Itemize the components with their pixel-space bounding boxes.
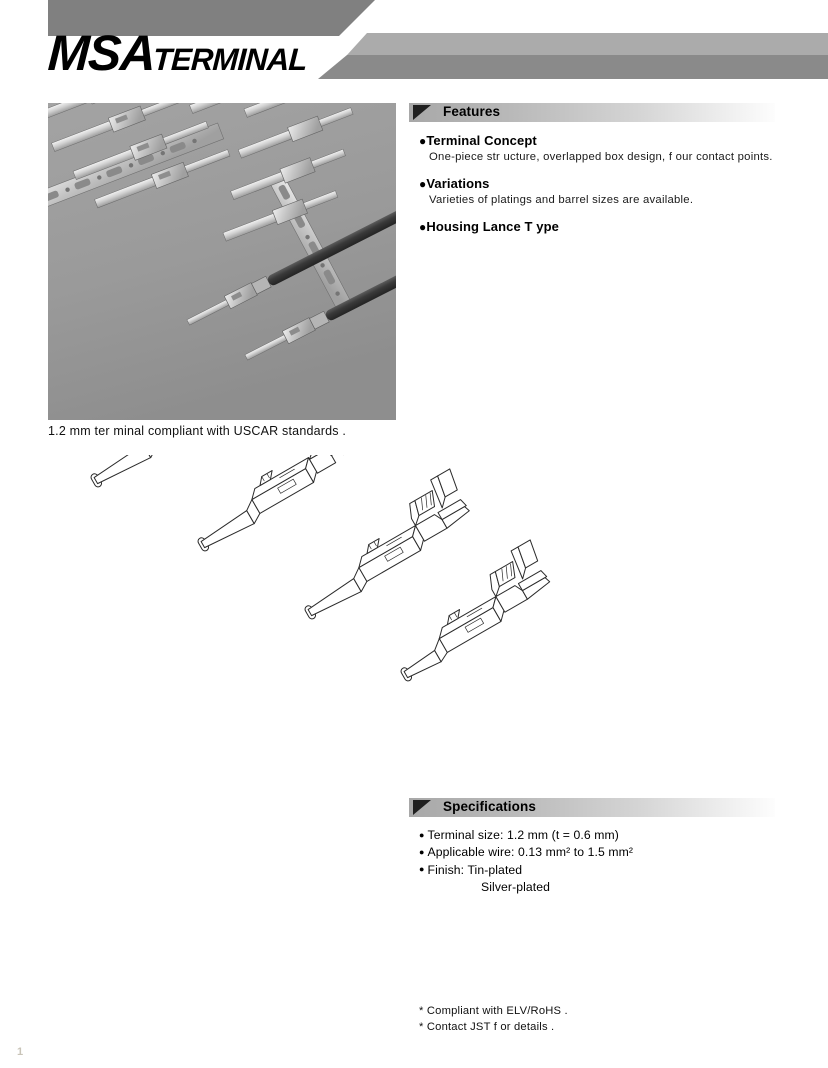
feature-heading-text: Variations <box>426 176 490 192</box>
footnote: * Contact JST f or details . <box>419 1020 555 1033</box>
terminal-line-drawings <box>80 455 600 785</box>
spec-item <box>419 844 779 861</box>
spec-label: Applicable wire: <box>427 845 515 860</box>
page-number: 1 <box>17 1046 24 1058</box>
spec-item <box>419 862 779 879</box>
banner-band-dark <box>318 55 828 79</box>
feature-description: Varieties of platings and barrel sizes are available. <box>429 194 694 207</box>
feature-heading-text: Terminal Concept <box>426 133 537 148</box>
title-sub: TERMINAL <box>151 42 308 77</box>
spec-label: Finish: <box>427 862 465 877</box>
spec-label: Terminal size: <box>427 828 504 842</box>
feature-heading <box>419 133 779 149</box>
feature-heading-text: Housing Lance T ype <box>426 219 560 235</box>
feature-heading <box>419 176 779 192</box>
title-main: MSA <box>46 25 157 81</box>
spec-finish-second: Silver-plated <box>481 879 551 894</box>
section-flag-icon <box>413 800 431 815</box>
features-title: Features <box>443 104 501 119</box>
spec-value: 1.2 mm (t = 0.6 mm) <box>506 828 619 842</box>
bullet-icon: ● <box>419 177 427 192</box>
specifications-section-header <box>409 798 775 817</box>
feature-heading <box>419 219 779 235</box>
features-section-header <box>409 103 775 122</box>
section-flag-icon <box>413 105 431 120</box>
spec-value: 0.13 mm² to 1.5 mm² <box>518 845 634 860</box>
product-photo <box>48 103 396 420</box>
bullet-icon: ● <box>419 829 425 840</box>
bullet-icon: ● <box>419 846 425 857</box>
feature-item <box>419 219 779 235</box>
features-list <box>419 133 779 247</box>
spec-item <box>419 827 779 844</box>
feature-item <box>419 176 779 208</box>
bullet-icon: ● <box>419 220 427 235</box>
specifications-list <box>419 827 779 896</box>
feature-item <box>419 133 779 165</box>
spec-value: Tin-plated <box>467 862 523 877</box>
bullet-icon: ● <box>419 864 425 875</box>
banner-band-light <box>347 33 828 55</box>
specifications-title: Specifications <box>443 799 536 814</box>
page-title <box>46 25 308 81</box>
bullet-icon: ● <box>419 134 427 148</box>
photo-caption: 1.2 mm ter minal compliant with USCAR standards . <box>48 424 347 438</box>
feature-description: One-piece str ucture, overlapped box design, f our contact points. <box>429 151 773 164</box>
footnotes <box>419 1004 779 1035</box>
footnote: * Compliant with ELV/RoHS . <box>419 1005 568 1017</box>
